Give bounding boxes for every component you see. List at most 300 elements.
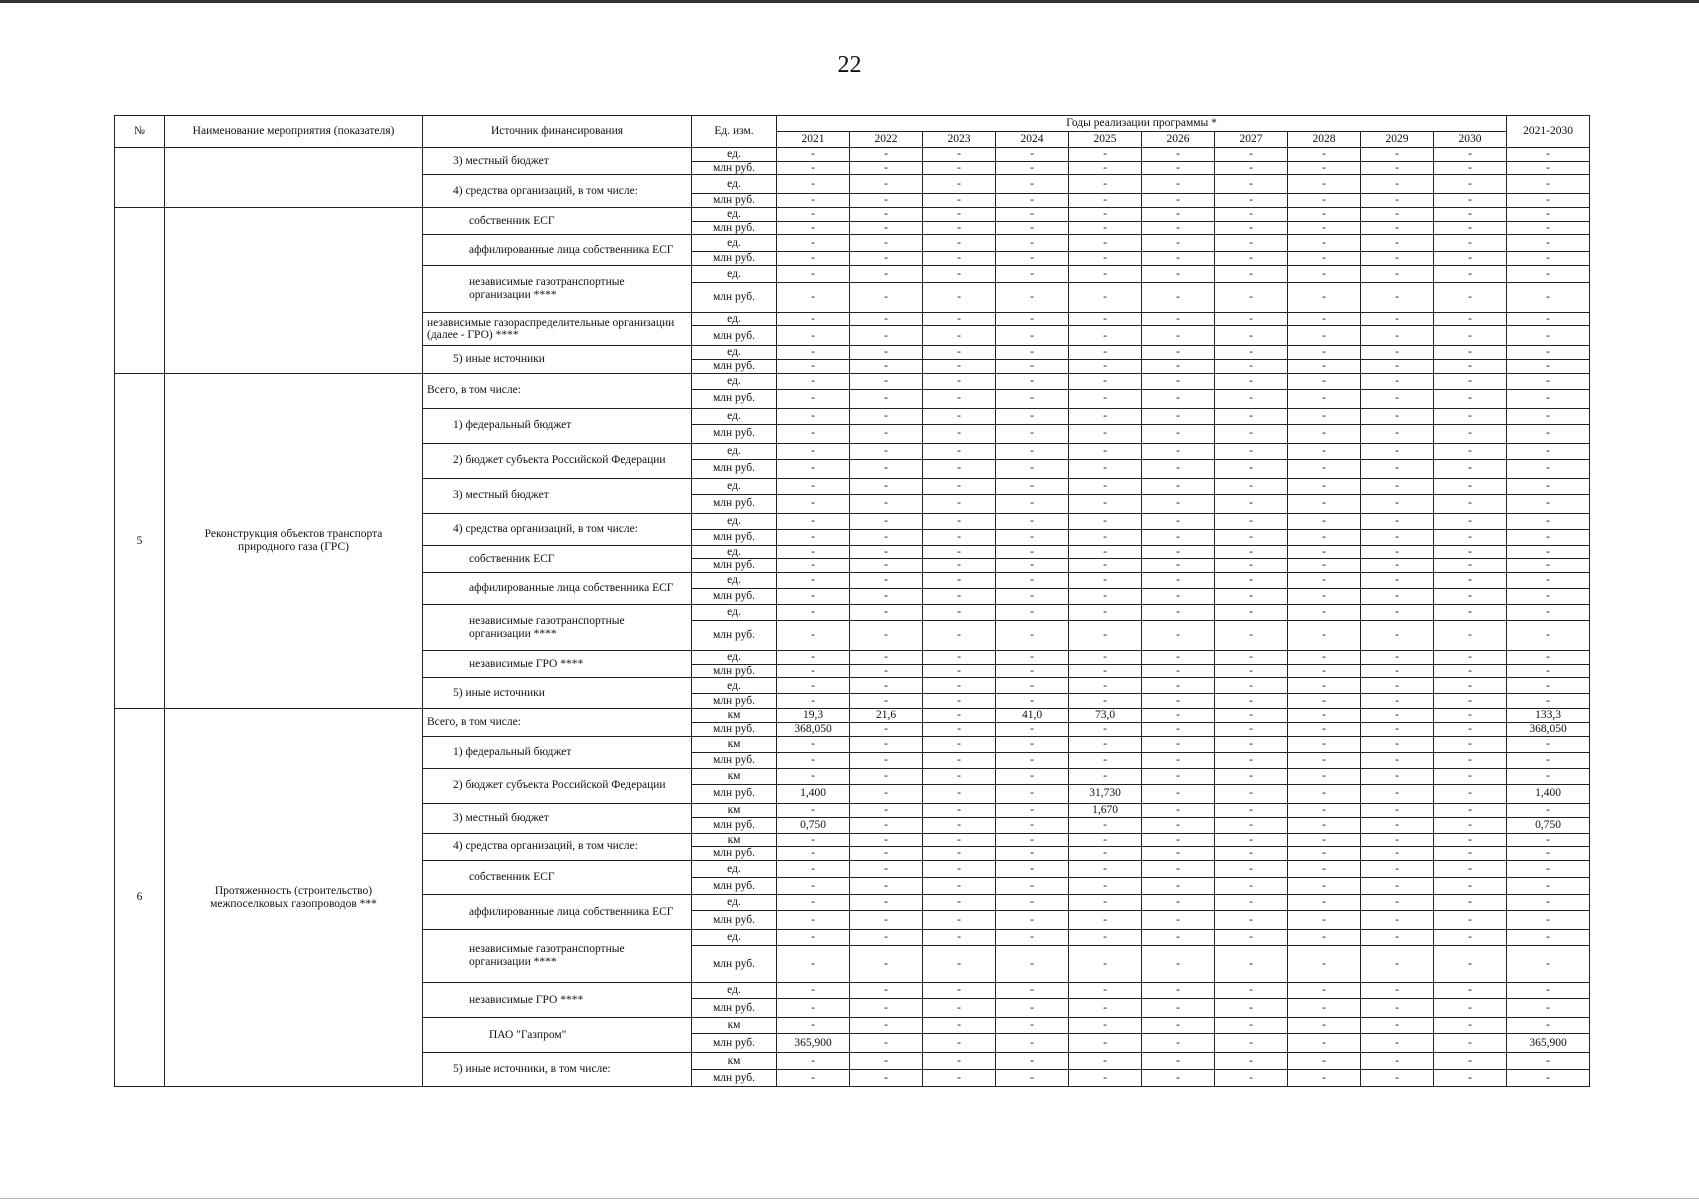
year-value-cell: - (777, 929, 850, 945)
year-value-cell: - (1361, 161, 1434, 175)
year-value-cell: - (923, 910, 996, 929)
year-value-cell: - (1069, 282, 1142, 312)
year-value-cell: - (1215, 877, 1288, 894)
year-value-cell: - (1069, 389, 1142, 408)
unit-cell: млн руб. (692, 847, 777, 861)
year-value-cell: - (777, 326, 850, 346)
year-value-cell: - (1434, 360, 1507, 374)
year-value-cell: - (1215, 459, 1288, 478)
year-value-cell: - (996, 424, 1069, 443)
year-value-cell: - (1434, 803, 1507, 817)
year-value-cell: - (1434, 545, 1507, 559)
year-value-cell: - (996, 252, 1069, 266)
unit-cell: ед. (692, 573, 777, 589)
unit-cell: млн руб. (692, 221, 777, 235)
year-value-cell: - (777, 752, 850, 768)
year-value-cell: - (850, 373, 923, 389)
year-value-cell: - (777, 1052, 850, 1069)
year-value-cell: - (1215, 589, 1288, 605)
unit-cell: млн руб. (692, 1033, 777, 1052)
year-value-cell: - (1142, 817, 1215, 833)
year-value-cell: - (850, 513, 923, 529)
year-value-cell: - (923, 1069, 996, 1086)
year-value-cell: - (1361, 148, 1434, 162)
year-value-cell: - (1288, 982, 1361, 998)
year-value-cell: - (1434, 529, 1507, 545)
funding-source: Всего, в том числе: (423, 373, 692, 408)
year-value-cell: - (923, 894, 996, 910)
year-value-cell: - (923, 833, 996, 847)
year-value-cell: - (777, 803, 850, 817)
year-value-cell: - (777, 360, 850, 374)
year-value-cell: - (996, 326, 1069, 346)
year-value-cell: - (1142, 373, 1215, 389)
year-value-cell: - (1215, 768, 1288, 784)
year-value-cell: - (1361, 982, 1434, 998)
year-value-cell: - (850, 175, 923, 194)
year-value-cell: 41,0 (996, 709, 1069, 723)
year-value-cell: - (1215, 847, 1288, 861)
year-value-cell: - (1215, 998, 1288, 1017)
year-value-cell: - (1361, 910, 1434, 929)
year-value-cell: - (1288, 1017, 1361, 1033)
unit-cell: млн руб. (692, 621, 777, 651)
year-value-cell: - (850, 1069, 923, 1086)
year-value-cell: - (1434, 752, 1507, 768)
year-value-cell: - (1142, 529, 1215, 545)
year-value-cell: - (1434, 664, 1507, 678)
funding-source: 4) средства организаций, в том числе: (423, 175, 692, 208)
funding-source: аффилированные лица собственника ЕСГ (423, 894, 692, 929)
year-value-cell: - (1361, 545, 1434, 559)
year-value-cell: - (923, 408, 996, 424)
year-value-cell: - (1215, 529, 1288, 545)
year-value-cell: - (1288, 651, 1361, 665)
table-row (115, 373, 1590, 389)
year-value-cell: 1,670 (1069, 803, 1142, 817)
unit-cell: ед. (692, 312, 777, 326)
year-value-cell: - (1288, 494, 1361, 513)
year-value-cell: - (1215, 252, 1288, 266)
total-cell: - (1507, 194, 1590, 208)
year-value-cell: - (777, 265, 850, 282)
total-cell: - (1507, 877, 1590, 894)
year-value-cell: - (996, 651, 1069, 665)
year-value-cell: - (1142, 910, 1215, 929)
total-cell: - (1507, 207, 1590, 221)
year-value-cell: - (1288, 833, 1361, 847)
total-cell: - (1507, 424, 1590, 443)
year-value-cell: - (1288, 589, 1361, 605)
year-value-cell: - (996, 194, 1069, 208)
year-value-cell: - (1288, 817, 1361, 833)
year-value-cell: - (1142, 478, 1215, 494)
section-name (165, 207, 423, 373)
year-value-cell: - (1434, 910, 1507, 929)
year-value-cell: - (996, 529, 1069, 545)
unit-cell: млн руб. (692, 424, 777, 443)
year-value-cell: - (1069, 1017, 1142, 1033)
year-value-cell: - (850, 877, 923, 894)
year-value-cell: - (923, 478, 996, 494)
year-value-cell: - (777, 459, 850, 478)
year-value-cell: - (1142, 847, 1215, 861)
year-value-cell: - (777, 408, 850, 424)
year-value-cell: - (777, 982, 850, 998)
header-year-2023: 2023 (923, 132, 996, 148)
year-value-cell: - (996, 929, 1069, 945)
year-value-cell: - (1215, 207, 1288, 221)
year-value-cell: - (1361, 664, 1434, 678)
total-cell: - (1507, 621, 1590, 651)
year-value-cell: - (1069, 326, 1142, 346)
year-value-cell: - (1434, 478, 1507, 494)
total-cell: - (1507, 998, 1590, 1017)
year-value-cell: - (1288, 282, 1361, 312)
year-value-cell: - (923, 494, 996, 513)
year-value-cell: - (923, 175, 996, 194)
year-value-cell: - (923, 326, 996, 346)
unit-cell: ед. (692, 651, 777, 665)
year-value-cell: 21,6 (850, 709, 923, 723)
total-cell: 133,3 (1507, 709, 1590, 723)
header-total: 2021-2030 (1507, 116, 1590, 148)
year-value-cell: - (1069, 1033, 1142, 1052)
year-value-cell: - (850, 424, 923, 443)
year-value-cell: - (1215, 194, 1288, 208)
year-value-cell: - (996, 1052, 1069, 1069)
year-value-cell: - (850, 1017, 923, 1033)
year-value-cell: - (1434, 175, 1507, 194)
total-cell: - (1507, 459, 1590, 478)
header-source: Источник финансирования (423, 116, 692, 148)
year-value-cell: - (1434, 312, 1507, 326)
section-number (115, 148, 165, 208)
year-value-cell: - (996, 235, 1069, 252)
section-number (115, 207, 165, 373)
year-value-cell: - (1215, 833, 1288, 847)
year-value-cell: - (1069, 529, 1142, 545)
year-value-cell: - (923, 559, 996, 573)
year-value-cell: - (777, 945, 850, 982)
year-value-cell: - (1288, 573, 1361, 589)
unit-cell: км (692, 833, 777, 847)
year-value-cell: - (777, 148, 850, 162)
year-value-cell: - (1434, 894, 1507, 910)
year-value-cell: - (850, 678, 923, 694)
year-value-cell: - (1361, 709, 1434, 723)
year-value-cell: - (996, 389, 1069, 408)
year-value-cell: - (1215, 148, 1288, 162)
year-value-cell: - (1069, 373, 1142, 389)
unit-cell: млн руб. (692, 252, 777, 266)
year-value-cell: - (1434, 1069, 1507, 1086)
year-value-cell: - (923, 982, 996, 998)
total-cell: - (1507, 664, 1590, 678)
year-value-cell: - (1434, 1017, 1507, 1033)
year-value-cell: - (996, 803, 1069, 817)
year-value-cell: - (1288, 207, 1361, 221)
year-value-cell: - (923, 529, 996, 545)
year-value-cell: - (1288, 752, 1361, 768)
top-border-rule (0, 0, 1699, 3)
year-value-cell: - (1434, 1033, 1507, 1052)
year-value-cell: - (850, 929, 923, 945)
year-value-cell: - (1142, 860, 1215, 877)
year-value-cell: - (996, 346, 1069, 360)
year-value-cell: - (1142, 982, 1215, 998)
year-value-cell: 31,730 (1069, 784, 1142, 803)
funding-source: независимые газотранспортные организации **** (423, 605, 692, 651)
year-value-cell: - (1434, 221, 1507, 235)
year-value-cell: - (1288, 265, 1361, 282)
unit-cell: млн руб. (692, 326, 777, 346)
total-cell: - (1507, 360, 1590, 374)
year-value-cell: - (1069, 346, 1142, 360)
year-value-cell: - (1069, 1069, 1142, 1086)
section-number: 5 (115, 373, 165, 709)
year-value-cell: - (923, 424, 996, 443)
year-value-cell: - (1215, 573, 1288, 589)
year-value-cell: 73,0 (1069, 709, 1142, 723)
year-value-cell: - (850, 207, 923, 221)
total-cell: 365,900 (1507, 1033, 1590, 1052)
year-value-cell: - (1288, 443, 1361, 459)
year-value-cell: - (1288, 459, 1361, 478)
year-value-cell: - (1434, 494, 1507, 513)
year-value-cell: - (1361, 621, 1434, 651)
unit-cell: млн руб. (692, 194, 777, 208)
year-value-cell: - (1215, 312, 1288, 326)
year-value-cell: - (923, 752, 996, 768)
header-year-2030: 2030 (1434, 132, 1507, 148)
year-value-cell: - (1215, 175, 1288, 194)
year-value-cell: - (777, 282, 850, 312)
year-value-cell: - (1142, 664, 1215, 678)
year-value-cell: - (850, 573, 923, 589)
year-value-cell: - (850, 221, 923, 235)
total-cell: - (1507, 678, 1590, 694)
unit-cell: млн руб. (692, 494, 777, 513)
year-value-cell: - (1069, 235, 1142, 252)
year-value-cell: - (1142, 621, 1215, 651)
unit-cell: ед. (692, 982, 777, 998)
total-cell: - (1507, 589, 1590, 605)
year-value-cell: - (923, 161, 996, 175)
year-value-cell: - (1361, 1052, 1434, 1069)
year-value-cell: - (923, 346, 996, 360)
year-value-cell: - (850, 945, 923, 982)
year-value-cell: - (1142, 513, 1215, 529)
year-value-cell: - (1215, 373, 1288, 389)
year-value-cell: - (850, 1052, 923, 1069)
total-cell: - (1507, 389, 1590, 408)
year-value-cell: - (777, 175, 850, 194)
year-value-cell: - (996, 175, 1069, 194)
year-value-cell: - (850, 545, 923, 559)
total-cell: - (1507, 605, 1590, 621)
year-value-cell: - (1434, 573, 1507, 589)
year-value-cell: - (1215, 1052, 1288, 1069)
year-value-cell: - (1288, 860, 1361, 877)
total-cell: - (1507, 768, 1590, 784)
year-value-cell: - (1142, 282, 1215, 312)
year-value-cell: - (923, 573, 996, 589)
year-value-cell: - (1288, 161, 1361, 175)
year-value-cell: - (1361, 894, 1434, 910)
unit-cell: ед. (692, 605, 777, 621)
total-cell: - (1507, 894, 1590, 910)
year-value-cell: - (1069, 736, 1142, 752)
year-value-cell: - (1434, 784, 1507, 803)
year-value-cell: - (1434, 833, 1507, 847)
unit-cell: млн руб. (692, 722, 777, 736)
year-value-cell: - (850, 833, 923, 847)
year-value-cell: - (1288, 513, 1361, 529)
year-value-cell: - (1434, 722, 1507, 736)
year-value-cell: - (1215, 752, 1288, 768)
funding-source: 2) бюджет субъекта Российской Федерации (423, 768, 692, 803)
year-value-cell: - (777, 312, 850, 326)
year-value-cell: - (1069, 161, 1142, 175)
header-year-2027: 2027 (1215, 132, 1288, 148)
year-value-cell: - (996, 664, 1069, 678)
header-year-2025: 2025 (1069, 132, 1142, 148)
unit-cell: ед. (692, 175, 777, 194)
year-value-cell: - (1288, 605, 1361, 621)
year-value-cell: - (1215, 817, 1288, 833)
year-value-cell: - (1434, 860, 1507, 877)
year-value-cell: - (850, 148, 923, 162)
year-value-cell: - (1069, 929, 1142, 945)
unit-cell: ед. (692, 408, 777, 424)
year-value-cell: - (1288, 252, 1361, 266)
header-number: № (115, 116, 165, 148)
total-cell: - (1507, 161, 1590, 175)
unit-cell: млн руб. (692, 459, 777, 478)
year-value-cell: - (996, 833, 1069, 847)
year-value-cell: - (1288, 346, 1361, 360)
year-value-cell: - (923, 722, 996, 736)
year-value-cell: - (777, 877, 850, 894)
year-value-cell: - (1142, 207, 1215, 221)
year-value-cell: - (1361, 459, 1434, 478)
year-value-cell: 365,900 (777, 1033, 850, 1052)
year-value-cell: - (1288, 722, 1361, 736)
total-cell: - (1507, 573, 1590, 589)
year-value-cell: - (850, 910, 923, 929)
year-value-cell: - (923, 998, 996, 1017)
total-cell: - (1507, 752, 1590, 768)
year-value-cell: - (1069, 894, 1142, 910)
year-value-cell: - (923, 545, 996, 559)
year-value-cell: - (923, 605, 996, 621)
year-value-cell: - (1361, 529, 1434, 545)
year-value-cell: - (1142, 1033, 1215, 1052)
year-value-cell: - (923, 1033, 996, 1052)
year-value-cell: - (1361, 326, 1434, 346)
bottom-edge-line (0, 1198, 1699, 1199)
year-value-cell: - (1215, 803, 1288, 817)
year-value-cell: - (850, 360, 923, 374)
year-value-cell: - (1288, 847, 1361, 861)
table-row (115, 148, 1590, 162)
year-value-cell: - (777, 559, 850, 573)
funding-source: 3) местный бюджет (423, 478, 692, 513)
year-value-cell: - (996, 945, 1069, 982)
funding-source: собственник ЕСГ (423, 207, 692, 234)
year-value-cell: - (1215, 678, 1288, 694)
funding-source: 1) федеральный бюджет (423, 736, 692, 768)
header-year-2028: 2028 (1288, 132, 1361, 148)
year-value-cell: - (777, 373, 850, 389)
year-value-cell: - (1361, 494, 1434, 513)
header-year-2022: 2022 (850, 132, 923, 148)
year-value-cell: - (777, 910, 850, 929)
year-value-cell: - (1215, 1069, 1288, 1086)
unit-cell: млн руб. (692, 998, 777, 1017)
year-value-cell: - (1142, 1069, 1215, 1086)
year-value-cell: - (777, 589, 850, 605)
header-name: Наименование мероприятия (показателя) (165, 116, 423, 148)
year-value-cell: - (1142, 768, 1215, 784)
year-value-cell: - (1288, 478, 1361, 494)
year-value-cell: - (850, 847, 923, 861)
unit-cell: млн руб. (692, 559, 777, 573)
year-value-cell: - (1361, 360, 1434, 374)
year-value-cell: - (996, 545, 1069, 559)
year-value-cell: - (996, 621, 1069, 651)
year-value-cell: - (1288, 360, 1361, 374)
total-cell: - (1507, 982, 1590, 998)
year-value-cell: - (1069, 424, 1142, 443)
year-value-cell: - (1361, 945, 1434, 982)
year-value-cell: - (777, 529, 850, 545)
year-value-cell: - (850, 722, 923, 736)
year-value-cell: - (850, 605, 923, 621)
unit-cell: ед. (692, 860, 777, 877)
funding-source: 2) бюджет субъекта Российской Федерации (423, 443, 692, 478)
year-value-cell: - (1069, 722, 1142, 736)
year-value-cell: - (1142, 194, 1215, 208)
year-value-cell: - (1142, 148, 1215, 162)
year-value-cell: - (1288, 664, 1361, 678)
year-value-cell: - (1069, 265, 1142, 282)
year-value-cell: - (1215, 605, 1288, 621)
year-value-cell: - (923, 589, 996, 605)
year-value-cell: - (1215, 945, 1288, 982)
year-value-cell: - (1215, 424, 1288, 443)
year-value-cell: - (777, 513, 850, 529)
year-value-cell: - (1288, 998, 1361, 1017)
year-value-cell: - (1288, 784, 1361, 803)
year-value-cell: - (1069, 752, 1142, 768)
year-value-cell: - (1069, 148, 1142, 162)
year-value-cell: - (1434, 982, 1507, 998)
year-value-cell: - (1215, 408, 1288, 424)
year-value-cell: - (923, 221, 996, 235)
unit-cell: млн руб. (692, 945, 777, 982)
year-value-cell: - (777, 207, 850, 221)
year-value-cell: - (1288, 194, 1361, 208)
year-value-cell: - (923, 768, 996, 784)
year-value-cell: - (777, 621, 850, 651)
year-value-cell: - (996, 894, 1069, 910)
year-value-cell: - (923, 784, 996, 803)
year-value-cell: - (1434, 998, 1507, 1017)
year-value-cell: - (1142, 265, 1215, 282)
year-value-cell: - (1069, 1052, 1142, 1069)
